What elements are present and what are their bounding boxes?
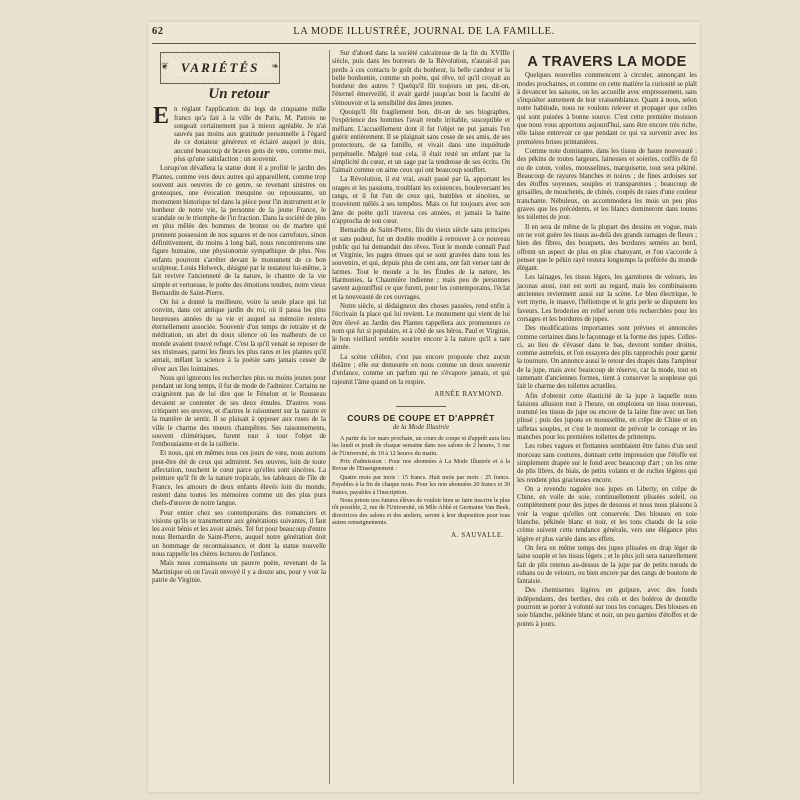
paragraph: Comme note dominante, dans les tissus de haute nouveauté : des pékins de toutes largeurs, laineuses et soieries, coiffés de fil ou de coton, voiles, mousselines, marquisette, tout sera pékiné. Beaucoup de rayures blanches et noires ; de fines ardoises sur des étoffes soyeuses, souples et transparentes ; beaucoup de grisailles, de mouchetés, de chinés, coupés de raies d'une couleur tranchante. Nébuleux, on accommodera les mois un peu plus graves que les précédents, et les blancs domineront dans toutes les toilettes de jour. — [517, 147, 697, 222]
column-divider — [513, 50, 514, 784]
paragraph: Quoiqu'il fût fragilement bon, dit-on de ses biographes, l'expérience des hommes l'avait rendu irritable, susceptible et méfiant. L'accueillement dont il fut l'objet ne put jamais l'en guérir entièrement. Il se plaignait sans cesse de ses amis, de ses protecteurs, de sa famille, et vivait dans une inquiétude perpétuelle. Malgré tout cela, il était resté un enfant par la simplicité du cœur, et un sage par la tendresse de ses écrits. On l'aimait comme on aime ceux qui ont beaucoup souffert. — [332, 109, 510, 175]
running-head — [148, 26, 700, 40]
notice-paragraph: A partir du 1er mars prochain, un cours de coupe et d'apprêt aura lieu les lundi et jeudi de chaque semaine dans nos salons de 2 heures, 5 rue de l'Université, de 10 à 12 heures du matin. — [332, 435, 510, 457]
column-middle — [332, 50, 510, 540]
varietes-banner — [160, 52, 280, 84]
column-divider — [329, 50, 330, 784]
paragraph: Mais nous connaissons un pauvre poète, revenant de la Martinique où on l'avait envoyé il y a douze ans, pour y voir la patrie de Virginie. — [152, 560, 326, 584]
paragraph: On fera en même temps des jupes plissées en drap léger de laine souple et les tissus légers ; et le plus joli sera naturellement fait de plis retenus au-dessus de la jupe par de petits nœuds de rubans ou de velours, ou bien encore par des rangs de boutons de fantaisie. — [517, 544, 697, 586]
paragraph: Afin d'obtenir cette élasticité de la jupe à laquelle nous faisions allusion tout à l'heure, on emploiera un tissu nouveau, nommé les tissus de jupe ou encore de la laine fine avec un lien plissé ; puis des jupons en mousseline, en crêpe de Chine et en taffetas souples, et c'est le moment de prévoir le corsage et les manches pour les premières toilettes de printemps. — [517, 392, 697, 442]
article-title: A TRAVERS LA MODE — [527, 54, 687, 70]
header-rule — [152, 43, 696, 44]
notice-title: COURS DE COUPE ET D'APPRÊT — [347, 413, 495, 424]
drop-cap-paragraph — [152, 103, 326, 164]
page-number: 62 — [152, 26, 164, 37]
paragraph: Notre siècle, si dédaigneux des choses passées, rend enfin à l'écrivain la place qui lui revient. Le monument qui vient de lui être élevé au Jardin des Plantes rappellera aux promeneurs ce nom qui fut si populaire, et à côté de ses héros, Paul et Virginie, le bon vieillard semble sourire encore à la nature qu'il a tant aimée. — [332, 302, 510, 352]
paragraph: Lorsqu'on dévallera la statue dont il a profité le jardin des Plantes, comme vers deux autres qui appareillent, comme trop souvent aux oeuvres de ce genre, se revenant sinistres ou grotesques, une évocation mesquine ou repoussante, un monument historique tel dans la pièce pour l'in instrument et le bonheur de notre vie, la personne de la jeune France, le scandale ou le triomphe de l'in fraction. Dans la société de plus en plus mêlée des hommes de bronze ou de marbre qui prennent possession de nos squares et de nos carrefours, sinon définitivement, du moins à long bail, nous rencontrerons une figure humaine, une physionomie sympathique de plus. Nos enfants pourront s'arrêter devant le monument de ce bon sculpteur, Louis Holweck, désigné par le testateur lui-même, à fait revivre l'ancienneté de la nature, le chantre de la vie simple et vertueuse, le poète des émotions tendres, notre vieux Bernardin de Saint-Pierre. — [152, 165, 326, 297]
paragraph: Des modifications importantes sont prévues et annoncées comme certaines dans le façonnage et la forme des jupes. Celles-ci, au lieu de s'évaser dans le bas, devront tomber droites, comme autrefois, et l'on essayera des plis rapprochés pour garnir la tournure. On annonce aussi le retour des drapés dans l'ampleur de la jupe, mais avec beaucoup de réserve, car la mode, tout en ramenant d'anciennes formes, tient à conserver la souplesse qui fait le charme des toilettes actuelles. — [517, 325, 697, 391]
paragraph: Il en sera de même de la plupart des dessins en vogue, mais on ne voit guère les tissus au-delà des grands ramages de fleurs ; bien des fibres, des bouquets, des bordures semées au bord, offrent un aspect de plus en plus chatoyant, et l'on s'accorde à penser que le pékin rayé restera longtemps la préférée du monde élégant. — [517, 223, 697, 273]
paragraph: On a revendu naguère nos jupes en Liberty, en crêpe de Chine, en voile de soie, continuellement plissées soleil, ou complètement pour des jupes de dessous et nous nous plaisons à voir la vogue qu'elles ont conservée. Des blouses en soie blanche, pékinée blanc et noir, et les tons chauds de la soie crème suivent cette tendance générale, vers une élégance plus légère et plus variée dans ses effets. — [517, 485, 697, 543]
paragraph: Quelques nouvelles commencent à circuler, annonçant les modes prochaines, et comme on cette matière la curiosité se plaît à devancer les saisons, on les accueille avec empressement, sans s'inquiéter autrement de leur vraisemblance. Quant à nous, selon notre habitude, nous ne voulons relever et propager que celles qui sont puisées à bonne source. C'est cette première moisson que nous vous apportons aujourd'hui, sans être encore très riche, elle laisse entrevoir ce que pendant ce qui va survenir avec les premières brises printanières. — [517, 72, 697, 146]
ornament-leaf-icon: ❦ — [161, 61, 169, 71]
column-left — [152, 50, 326, 586]
magazine-page — [148, 22, 700, 792]
paragraph: Bernardin de Saint-Pierre, fils du vieux siècle sans principes et sans pudeur, fut un double modèle à retrouver à ce nouveau public qui lui demandait des rêves. Tout le monde connaît Paul et Virginie, les pages émues qui se sont gravées dans tous les souvenirs, et qui, depuis plus de cent ans, ont fait verser tant de larmes. Tout le monde a lu les Études de la nature, les Harmonies, la Chaumière indienne ; mais peu de personnes savent aujourd'hui ce que furent, pour les contemporains, l'éclat et la nouveauté de ces ouvrages. — [332, 227, 510, 301]
author-signature: ARNÉE RAYMOND. — [434, 390, 504, 398]
journal-title: LA MODE ILLUSTRÉE, JOURNAL DE LA FAMILLE. — [293, 26, 555, 37]
notice-paragraph: Quatre mois par mois : 15 francs. Huit mois par mois : 25 francs. Payables à la fin de chaque mois. Pour les non abonnées 20 francs et 30 francs, payables à l'inscription. — [332, 474, 510, 496]
paragraph: La scène célèbre, c'est pas encore proposée chez aucun théâtre ; elle est demeurée en nous comme un doux souvenir d'enfance, comme un parfum qui ne s'évapore jamais, et qui rajeunit l'âme quand on la respire. — [332, 353, 510, 386]
notice-subtitle: de la Mode Illustrée — [392, 423, 450, 432]
paragraph: Sur d'abord dans la société calcaireuse de la fin du XVIIIe siècle, puis dans les horreurs de la Révolution, n'aurait-il pas perdu à ces contacts le goût du bonheur, la belle candeur et la belle bonhomie, comme un poète, qui rêve, tel qu'il croyait au bonheur des autres ? Quelqu'il fût toujours un peu, dit-on, l'éternel émerveillé, il avait gardé jusqu'au bout la faculté de s'émouvoir et la sensibilité des âmes jeunes. — [332, 50, 510, 107]
notice-paragraph: Prix d'admission : Pour nos abonnées à La Mode Illustrée et à la Revue de l'Enseignement : — [332, 458, 510, 473]
drop-cap: E — [152, 103, 169, 130]
ornament-leaf-icon: ❧ — [271, 61, 279, 71]
article-title: Un retour — [208, 86, 270, 102]
paragraph: On lui a donné la meilleure, voire la seule place qui lui convint, dans cet antique jardin du roi, où il passa les plus heureuses années de sa vie et auquel sa mémoire restera éternellement associée. Souvenir d'un temps de retraite et de méditation, un abri du doux silence où les malheurs de ce monde avaient trouvé refuge. C'est là qu'il venait se reposer de ses tristesses, parmi les fleurs les plus rares et les plantes qu'il aimait, mêlant la science à la poésie sans jamais cesser de rêver aux îles lointaines. — [152, 299, 326, 373]
section-label: VARIÉTÉS — [169, 60, 271, 76]
column-right — [517, 50, 697, 630]
paragraph: La Révolution, il est vrai, avait passé par là, apportant les orages et les passions, troublant les existences, bouleversant les rangs, et il fut l'un de ceux qui, humbles et sincères, se trouvèrent mêlés à ses tempêtes. Mais ce fut toujours avec son âme de poète qu'il traversa ces années, et jamais la haine n'approcha de son cœur. — [332, 176, 510, 225]
paragraph: Des chemisettes légères en guipure, avec des fonds indépendants, des berthes, des cols et des boléros de dentelle pourront se porter à volonté sur tous les corsages. Des blouses en soie blanche, pékinée blanc et noir, un peu garnies d'étoffes et de points à jours. — [517, 587, 697, 628]
paragraph: Pour entier chez ses contemporains des romanciers et visions qu'ils se transmettent aux générations suivantes, il faut les avoir bénis et les avoir aimés. Tel fut pour beaucoup d'entre nous Bernardin de Saint-Pierre, auquel notre génération doit un hommage de reconnaissance, et dont la statue nouvelle nous rappelle les chères lectures de l'enfance. — [152, 509, 326, 559]
notice-signature: A. SAUVALLE. — [451, 531, 504, 539]
paragraph: n réglant l'application du legs de cinquante mille francs qu'a fait à la ville de Paris, M. Patrois ne songeait certainement pas à mieux agréable. Je n'ai sauvés pas moins aux gratitude personnelle à l'égard de ce donateur généreux et éclairé auquel je dois, aucuné beaucoup de braves gens de vœu, comme moi, plus qu'une satisfaction : un souvenir. — [174, 106, 326, 164]
section-rule — [396, 406, 446, 407]
paragraph: Et nous, qui en mêmes tous ces jours de vœu, nous aurions peut-être été de ceux qui admirent. Ses œuvres, loin de toute affectation, touchent le cœur parce qu'elles sont sincères. La peinture qu'il fit de la nature tropicale, les tableaux de l'île de France, les amours de deux enfants élevés loin du monde, restent dans toutes les mémoires comme un des plus purs chefs-d'œuvre de notre langue. — [152, 450, 326, 508]
paragraph: Les robes vagues et flottantes semblaient être faites d'un seul morceau sans coutures, donnant cette impression que l'étoffe est simplement drapée sur le fond avec beaucoup d'art ; on les orne de plis libres, de biais, de petits volants et de ruches légères qui les rendent plus gracieuses encore. — [517, 443, 697, 484]
paragraph: Nous qui ignorons les recherches plus ou moins jeunes pour pendant un long temps, il fut de mode de l'admirer. Certains ne craignirent pas de lui dire que le Fénelon et le Rousseau devaient se contenter de ses deux émules. D'autres vous critiquent ses œuvres, et d'autres le raisonnent sur la nature et la manière de sentir. Il se plaisait à opposer aux ruses de la ville le charme des mœurs champêtres. Ses raisonnements, souvent chimériques, furent tour à tour l'objet de l'enthousiasme et de la raillerie. — [152, 374, 326, 449]
paragraph: Les lainages, les tissus légers, les garnitures de velours, les jaconas aussi, tout est sorti au regard, mais les combinaisons anciennes reviennent aussi sur la scène. Le bleu électrique, le vert myrte, le mauve, l'héliotrope et le gris perle se disputent les faveurs. Les broderies en relief seront très recherchées pour les corsages et les bordures de jupes. — [517, 274, 697, 323]
notice-paragraph: Nous prions nos futures élèves de vouloir bien se faire inscrire le plus tôt possible, 2, rue de l'Université, où Mlle Abbé et Germaine Van Beek, directrices des salons et des ateliers, seront à leur disposition pour tous autres renseignements. — [332, 498, 510, 527]
